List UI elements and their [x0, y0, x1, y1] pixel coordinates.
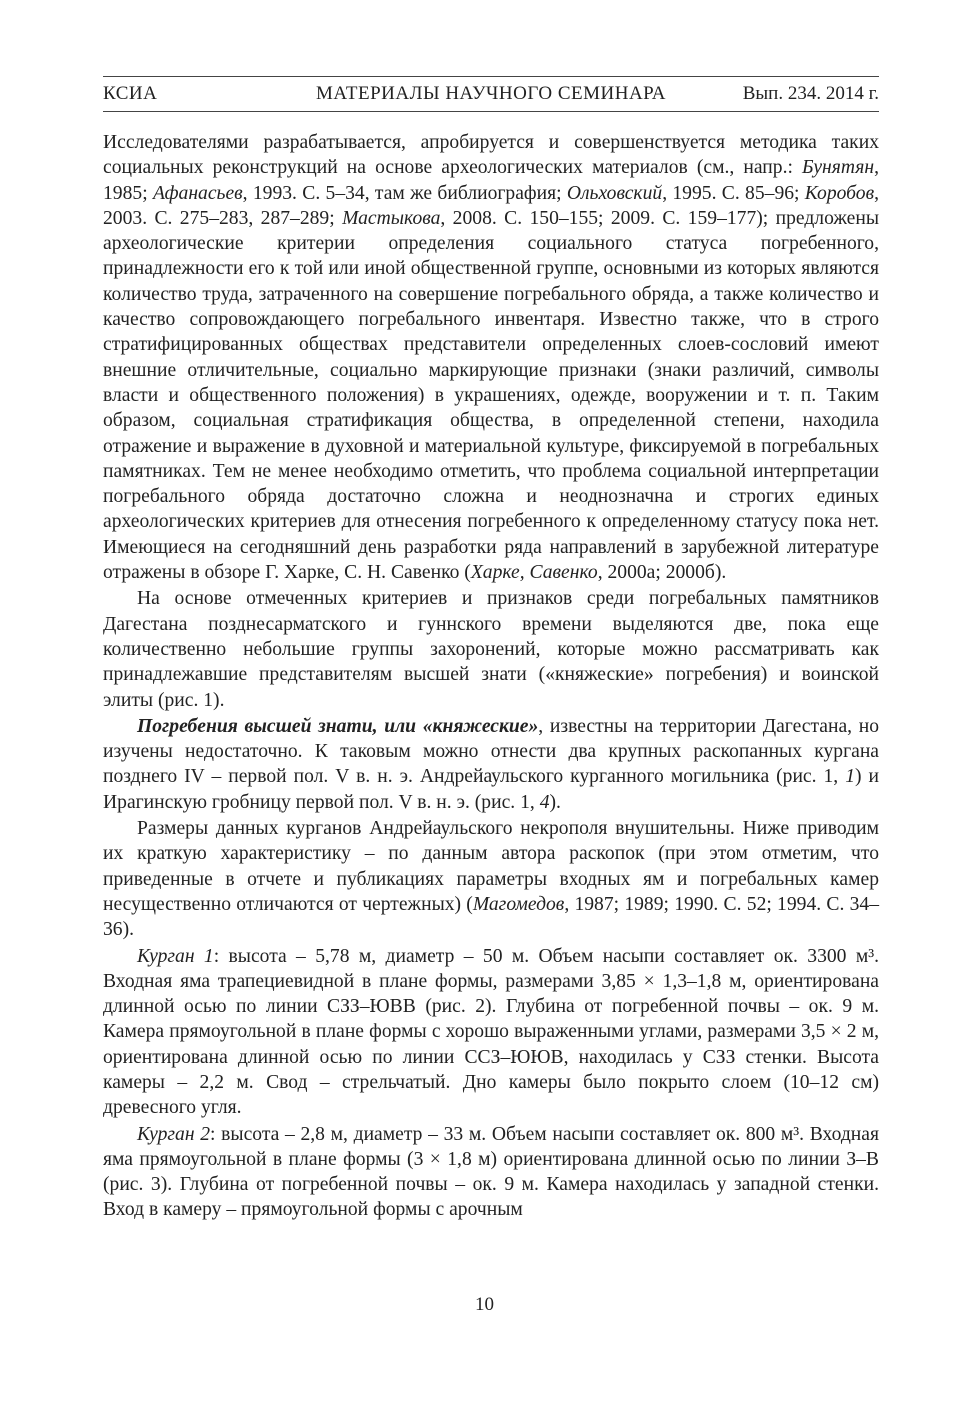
- text-run: ) и Ирагинскую гробницу первой пол. V в. н. э. (рис. 1,: [103, 766, 879, 813]
- italic-run: Коробов: [804, 182, 875, 204]
- text-run: , 1987; 1989; 1990. С. 52; 1994. С. 34–36).: [103, 893, 879, 941]
- italic-run: Курган 2: [137, 1123, 211, 1145]
- text-run: , известны на территории Дагестана, но изучены недостаточно. К таковым можно отнести два крупных раскопанных кургана позднего IV – первой пол. V в. н. э. Андрейаульского курганного могильника (рис. 1,: [103, 715, 879, 788]
- italic-run: Харке, Савенко: [470, 562, 598, 584]
- journal-abbreviation: КСИА: [103, 83, 158, 104]
- text-run: , 2000а; 2000б).: [597, 562, 727, 584]
- issue-info: Вып. 234. 2014 г.: [742, 83, 879, 104]
- text-run: : высота – 5,78 м, диаметр – 50 м. Объем насыпи составляет ок. 3300 м³. Входная яма трапециевидной в плане формы, размерами 3,85 × 1,3–1,8 м, ориентирована длинной осью по линии СЗЗ–ЮВВ (рис. 2). Глубина от погребенной почвы – ок. 9 м. Камера прямоугольной в плане формы с хорошо выраженными углами, размерами 3,5 × 2 м, ориентирована длинной осью по линии ССЗ–ЮЮВ, находилась у СЗЗ стенки. Высота камеры – 2,2 м. Свод – стрельчатый. Дно камеры было покрыто слоем (10–12 см) древесного угля.: [103, 945, 879, 1119]
- text-run: , 2008. С. 150–155; 2009. С. 159–177); предложены археологические критерии определения социального статуса погребенного, принадлежности его к той или иной общественной группе, основными из которых являются количество труда, затраченного на совершение погребального обряда, а также количество и качество сопровождающего погребального инвентаря. Известно также, что в строго стратифицированных обществах представители определенных слоев-сословий имеют внешние отличительные, социально маркирующие признаки (знаки различий, символы власти и общественного положения) в украшениях, одежде, вооружении и т. п. Таким образом, социальная стратификация общества, в определенной степени, находила отражение и выражение в духовной и материальной культуре, фиксируемой в погребальных памятниках. Тем не менее необходимо отметить, что проблема социальной интерпретации погребального обряда достаточно сложна и неоднозначна и строгих единых археологических критериев для отнесения погребенного к определенному статусу пока нет. Имеющиеся на сегодняшний день разработки ряда направлений в зарубежной литературе отражены в обзоре Г. Харке, С. Н. Савенко (: [103, 207, 880, 584]
- italic-run: Магомедов: [472, 893, 565, 915]
- paragraph: [103, 944, 879, 1121]
- italic-run: 4: [539, 791, 550, 813]
- page-number: 10: [475, 1294, 494, 1315]
- paragraph: [103, 586, 879, 712]
- paragraph: [103, 816, 879, 942]
- italic-run: Мастыкова: [342, 207, 441, 229]
- running-header: [103, 76, 879, 112]
- paragraph: [103, 1122, 879, 1223]
- italic-run: Курган 1: [137, 945, 214, 967]
- text-run: ).: [549, 791, 561, 813]
- italic-run: Афанасьев: [152, 182, 243, 204]
- text-run: Размеры данных курганов Андрейаульского некрополя внушительны. Ниже приводим их краткую характеристику – по данным автора раскопок (при этом отметим, что приведенные в отчете и публикациях параметры входных ям и погребальных камер несущественно отличаются от чертежных) (: [103, 818, 879, 915]
- italic-run: 1: [845, 766, 855, 788]
- bold-italic-run: Погребения высшей знати, или «княжеские»: [137, 715, 539, 737]
- text-run: : высота – 2,8 м, диаметр – 33 м. Объем насыпи составляет ок. 800 м³. Входная яма прямоугольной в плане формы (3 × 1,8 м) ориентирована длинной осью по линии З–В (рис. 3). Глубина от погребенной почвы – ок. 9 м. Камера находилась у западной стенки. Вход в камеру – прямоугольной формы с арочным: [103, 1123, 879, 1221]
- text-run: , 2003. С. 275–283, 287–289;: [103, 182, 879, 229]
- text-run: , 1993. С. 5–34, там же библиография;: [242, 182, 567, 204]
- paragraph: [103, 130, 879, 585]
- text-run: На основе отмеченных критериев и признаков среди погребальных памятников Дагестана позднесарматского и гуннского времени выделяются две, пока еще количественно небольшие группы захоронений, которые можно рассматривать как принадлежавшие представителям высшей знати («княжеские» погребения) и воинской элиты (рис. 1).: [103, 588, 879, 711]
- article-body: [103, 130, 879, 1223]
- text-run: Исследователями разрабатывается, апробируется и совершенствуется методика таких социальных реконструкций на основе археологических материалов (см., напр.:: [103, 132, 879, 179]
- italic-run: Ольховский: [566, 182, 663, 204]
- italic-run: Бунятян: [802, 157, 875, 179]
- section-title: МАТЕРИАЛЫ НАУЧНОГО СЕМИНАРА: [315, 83, 667, 104]
- paragraph: [103, 714, 879, 815]
- text-run: , 1995. С. 85–96;: [662, 182, 805, 204]
- text-run: , 1985;: [103, 157, 879, 204]
